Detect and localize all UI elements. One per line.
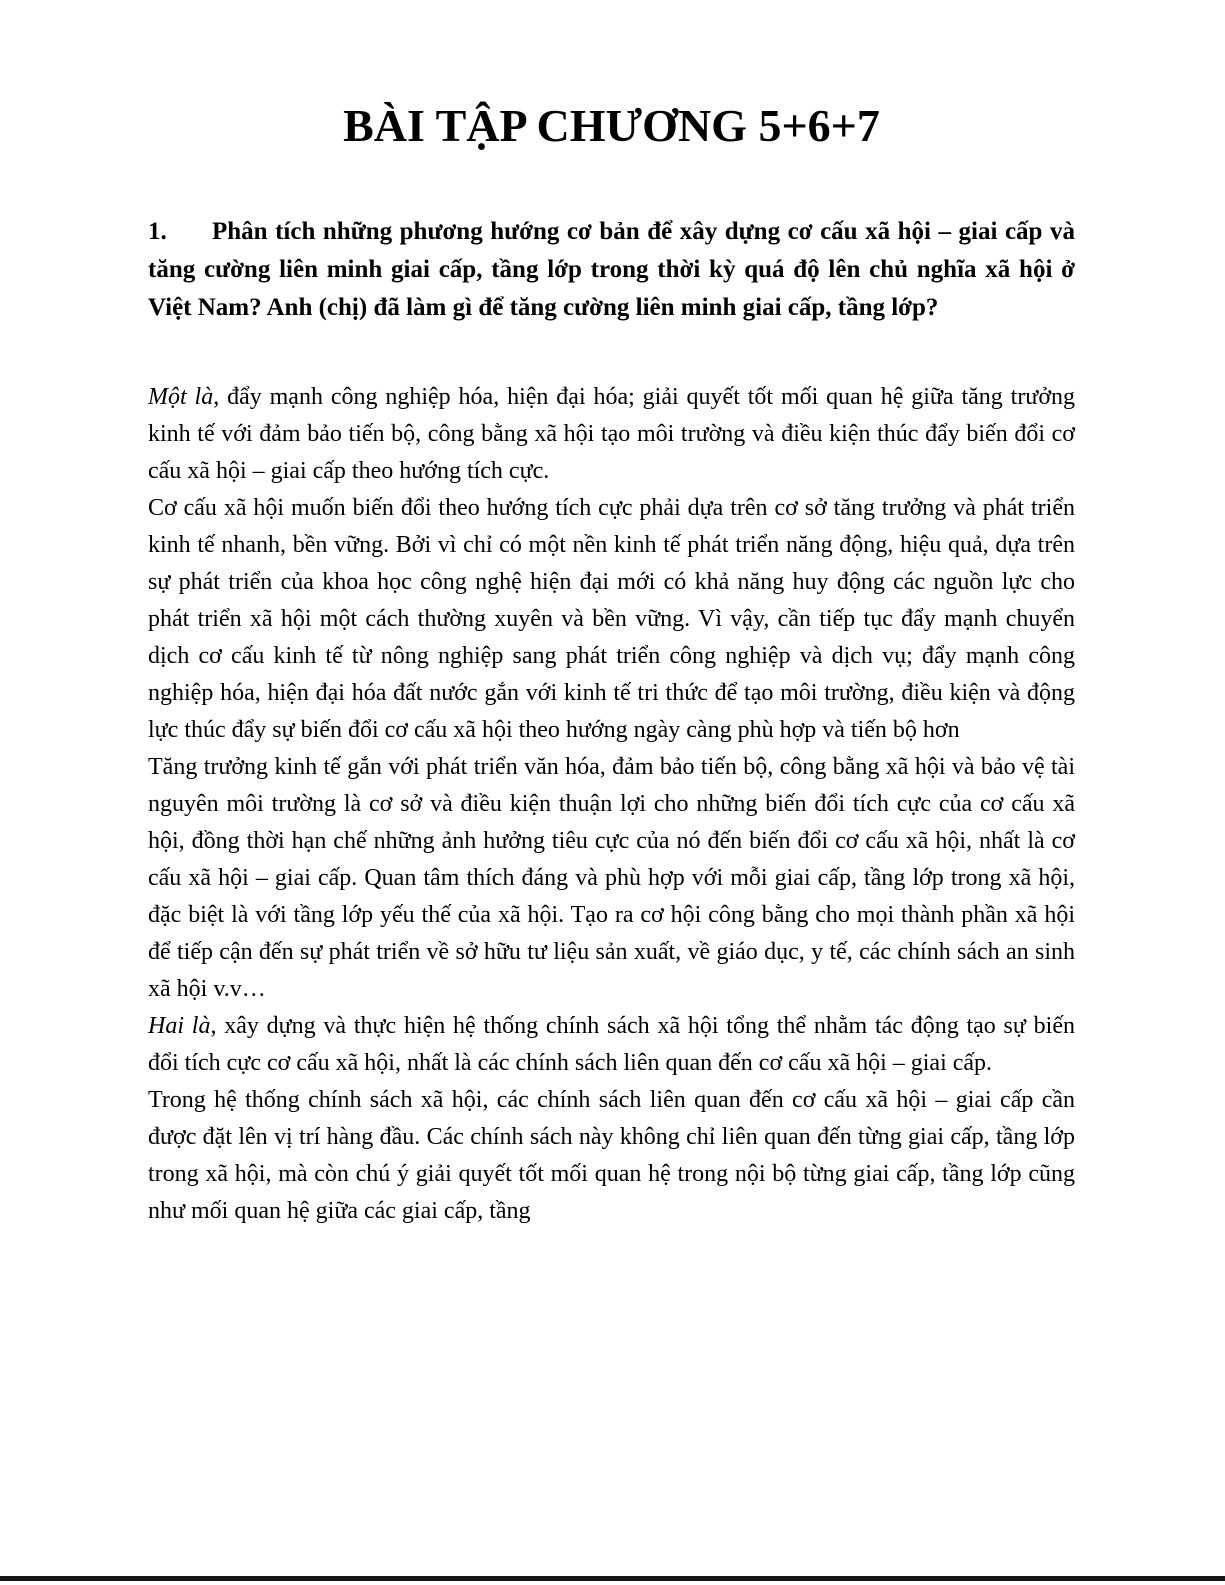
paragraph-text: Cơ cấu xã hội muốn biến đổi theo hướng tích cực phải dựa trên cơ sở tăng trưởng và phát triển kinh tế nhanh, bền vững. Bởi vì chỉ có một nền kinh tế phát triển năng động, hiệu quả, dựa trên sự phát triển của khoa học công nghệ hiện đại mới có khả năng huy động các nguồn lực cho phát triển xã hội một cách thường xuyên và bền vững. Vì vậy, cần tiếp tục đẩy mạnh chuyển dịch cơ cấu kinh tế từ nông nghiệp sang phát triển công nghiệp và dịch vụ; đẩy mạnh công nghiệp hóa, hiện đại hóa đất nước gắn với kinh tế tri thức để tạo môi trường, điều kiện và động lực thúc đẩy sự biến đổi cơ cấu xã hội theo hướng ngày càng phù hợp và tiến bộ hơn [148, 494, 1075, 743]
document-title: BÀI TẬP CHƯƠNG 5+6+7 [343, 100, 880, 151]
document-body [148, 379, 1075, 1230]
body-paragraph [148, 1082, 1075, 1230]
question-number: 1. [148, 217, 167, 245]
body-paragraph [148, 749, 1075, 1008]
body-paragraph [148, 490, 1075, 749]
paragraph-text: Trong hệ thống chính sách xã hội, các chính sách liên quan đến cơ cấu xã hội – giai cấp cần được đặt lên vị trí hàng đầu. Các chính sách này không chỉ liên quan đến từng giai cấp, tầng lớp trong xã hội, mà còn chú ý giải quyết tốt mối quan hệ trong nội bộ từng giai cấp, tầng lớp cũng như mối quan hệ giữa các giai cấp, tầng [148, 1086, 1075, 1224]
paragraph-lead: Một là [148, 383, 214, 410]
window-edge-bar [0, 1576, 1225, 1581]
paragraph-text: Tăng trưởng kinh tế gắn với phát triển văn hóa, đảm bảo tiến bộ, công bằng xã hội và bảo vệ tài nguyên môi trường là cơ sở và điều kiện thuận lợi cho những biến đổi tích cực của cơ cấu xã hội, đồng thời hạn chế những ảnh hưởng tiêu cực của nó đến biến đổi cơ cấu xã hội, nhất là cơ cấu xã hội – giai cấp. Quan tâm thích đáng và phù hợp với mỗi giai cấp, tầng lớp trong xã hội, đặc biệt là với tầng lớp yếu thế của xã hội. Tạo ra cơ hội công bằng cho mọi thành phần xã hội để tiếp cận đến sự phát triển về sở hữu tư liệu sản xuất, về giáo dục, y tế, các chính sách an sinh xã hội v.v… [148, 753, 1075, 1002]
body-paragraph [148, 1008, 1075, 1082]
question-paragraph [148, 213, 1075, 327]
paragraph-text: , xây dựng và thực hiện hệ thống chính sách xã hội tổng thể nhằm tác động tạo sự biến đổi tích cực cơ cấu xã hội, nhất là các chính sách liên quan đến cơ cấu xã hội – giai cấp. [148, 1012, 1075, 1076]
question-text: Phân tích những phương hướng cơ bản để xây dựng cơ cấu xã hội – giai cấp và tăng cường liên minh giai cấp, tầng lớp trong thời kỳ quá độ lên chủ nghĩa xã hội ở Việt Nam? Anh (chị) đã làm gì để tăng cường liên minh giai cấp, tầng lớp? [148, 217, 1075, 321]
paragraph-text: , đẩy mạnh công nghiệp hóa, hiện đại hóa; giải quyết tốt mối quan hệ giữa tăng trưởng kinh tế với đảm bảo tiến bộ, công bằng xã hội tạo môi trường và điều kiện thúc đẩy biến đổi cơ cấu xã hội – giai cấp theo hướng tích cực. [148, 383, 1076, 484]
paragraph-lead: Hai là [148, 1012, 211, 1039]
body-paragraph [148, 379, 1075, 490]
